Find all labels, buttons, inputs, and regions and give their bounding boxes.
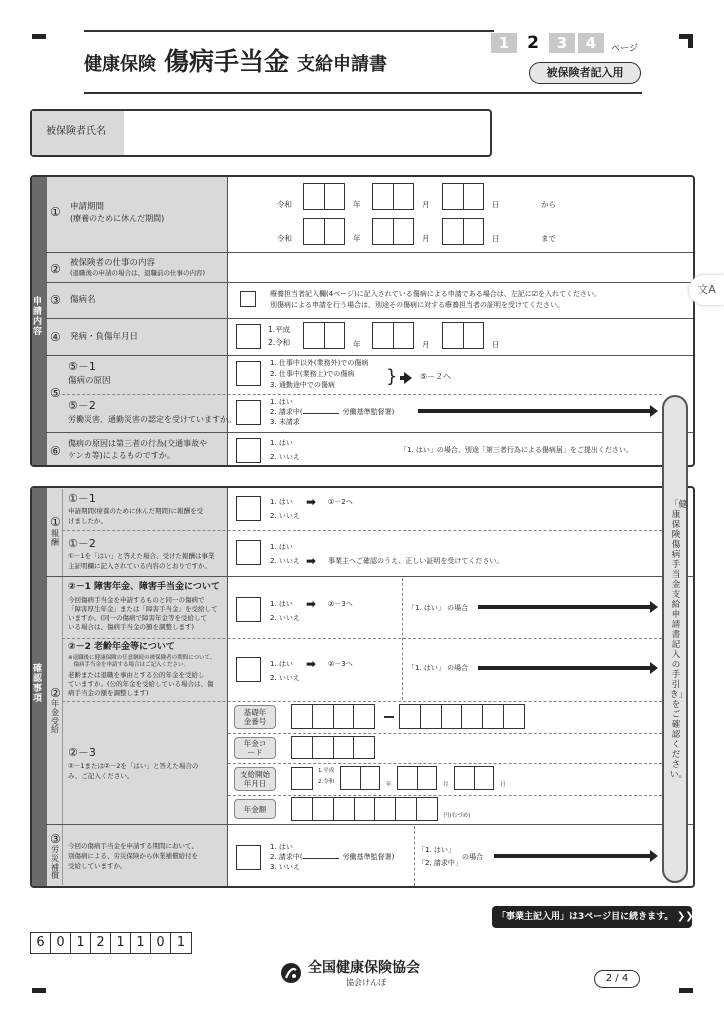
name-section <box>30 109 492 157</box>
onset-month[interactable] <box>372 322 414 349</box>
period-from-day[interactable] <box>442 183 484 210</box>
page-tab-4: 4 <box>578 33 604 53</box>
corner-mark-bottom-left <box>32 988 46 993</box>
org-name: 全国健康保険協会 <box>308 960 420 976</box>
chevrons-icon: ❯❯❯ <box>673 911 702 922</box>
old-age-pension-box[interactable] <box>236 657 261 682</box>
page-number-badge: 2 / 4 <box>594 970 640 988</box>
long-arrow-icon <box>478 605 652 609</box>
corner-mark-bottom-right <box>679 988 693 993</box>
same-injury-checkbox[interactable] <box>240 291 256 307</box>
third-party-box[interactable] <box>236 438 261 463</box>
pension-amount-input[interactable] <box>291 797 438 821</box>
arrow-right-icon: ➡ <box>306 554 317 568</box>
section1-side-label: 申請内容 <box>32 297 42 337</box>
workers-comp-box[interactable] <box>236 845 261 870</box>
long-arrow-icon <box>418 409 652 413</box>
header-top-rule <box>84 30 494 32</box>
payment-start-day[interactable] <box>454 766 494 790</box>
period-from-month[interactable] <box>372 183 414 210</box>
work-accident-box[interactable] <box>236 400 261 425</box>
onset-day[interactable] <box>442 322 484 349</box>
period-to-day[interactable] <box>442 218 484 245</box>
onset-year[interactable] <box>303 322 345 349</box>
arrow-right-icon: ➡ <box>306 657 317 671</box>
corner-mark-top-left <box>32 34 46 39</box>
arrow-right-icon: ➡ <box>306 597 317 611</box>
cause-box[interactable] <box>236 361 261 386</box>
org-sub: 協会けんぽ <box>346 978 386 987</box>
kyokai-logo-icon <box>280 962 302 984</box>
page-tab-3: 3 <box>549 33 575 53</box>
section2-side-label: 確認事項 <box>32 664 42 704</box>
long-arrow-icon <box>494 854 652 858</box>
long-arrow-icon <box>478 666 652 670</box>
pension-code-input[interactable] <box>291 736 375 759</box>
form-code: 6 0 1 2 1 1 0 1 <box>30 932 192 954</box>
period-to-month[interactable] <box>372 218 414 245</box>
basic-pension-number-part1[interactable] <box>291 704 375 729</box>
pension-code-label: 年金コード <box>234 737 276 759</box>
translate-icon[interactable]: 文A <box>689 275 724 305</box>
name-label: 被保険者氏名 <box>46 126 106 137</box>
pension-amount-label: 年金額 <box>234 799 276 819</box>
payment-start-label: 支給開始年月日 <box>234 767 276 791</box>
onset-era-box[interactable] <box>236 324 261 349</box>
page-title: 健康保険 傷病手当金 支給申請書 <box>84 47 388 76</box>
payment-start-year[interactable] <box>340 766 380 790</box>
corner-mark-top-right-v <box>688 34 693 48</box>
basic-pension-number-part2[interactable] <box>399 704 525 729</box>
page-tab-2: 2 <box>520 33 546 53</box>
arrow-icon <box>400 376 406 380</box>
insured-badge: 被保険者記入用 <box>529 62 641 84</box>
page-tabs <box>491 33 604 53</box>
guide-reference-text: 「健康保険傷病手当金支給申請書記入の手引き」をご確認ください。 <box>670 500 688 781</box>
remuneration-received-box[interactable] <box>236 496 261 521</box>
page-suffix: ページ <box>611 44 638 54</box>
period-to-year[interactable] <box>303 218 345 245</box>
payment-start-month[interactable] <box>397 766 437 790</box>
name-input[interactable] <box>126 111 490 155</box>
job-content-input[interactable] <box>228 254 690 281</box>
header-bottom-rule <box>84 92 642 94</box>
payment-start-era-box[interactable] <box>291 767 313 790</box>
page-tab-1: 1 <box>491 33 517 53</box>
disability-pension-box[interactable] <box>236 597 261 622</box>
arrow-right-icon: ➡ <box>306 495 317 509</box>
continue-banner: 「事業主記入用」は3ページ目に続きます。 ❯❯❯ <box>492 906 692 928</box>
remuneration-match-box[interactable] <box>236 540 261 565</box>
period-from-year[interactable] <box>303 183 345 210</box>
basic-pension-number-label: 基礎年金番号 <box>234 705 276 729</box>
